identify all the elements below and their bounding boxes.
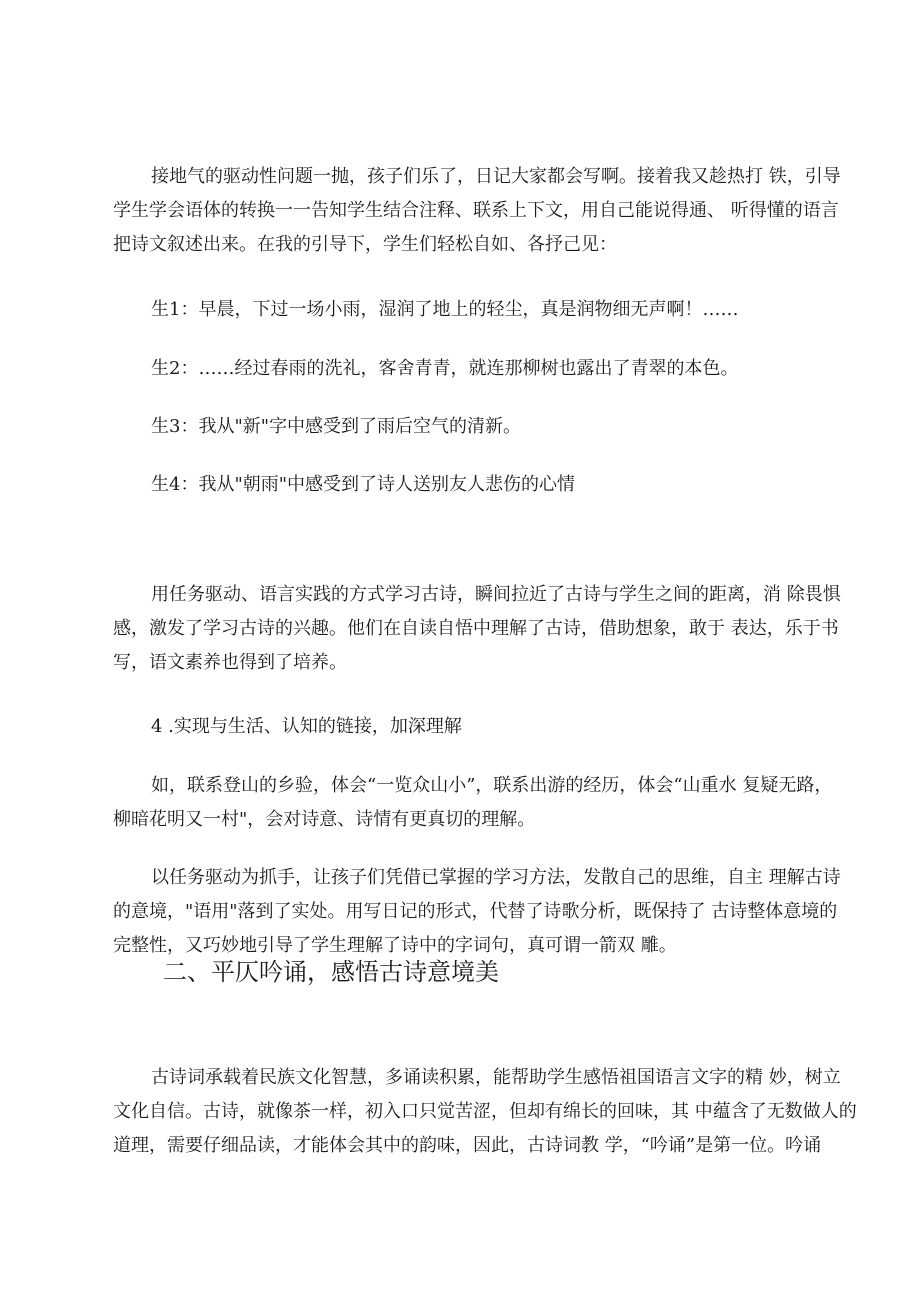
paragraph-line: 感，激发了学习古诗的兴趣。他们在自读自悟中理解了古诗，借助想象，敢于 表达，乐于书: [113, 618, 839, 639]
paragraph-example: [113, 769, 833, 837]
paragraph-line: 文化自信。古诗，就像茶一样，初入口只觉苦涩，但却有绵长的回味，其 中蕴含了无数做人的: [113, 1101, 857, 1122]
paragraph-line: 古诗词承载着民族文化智慧，多诵读积累，能帮助学生感悟祖国语言文字的精 妙，树立: [151, 1067, 841, 1088]
paragraph-line: 如，联系登山的乡验，体会“一览众山小”，联系出游的经历，体会“山重水 复疑无路，: [151, 775, 833, 796]
paragraph-line: 用任务驱动、语言实践的方式学习古诗，瞬间拉近了古诗与学生之间的距离，消 除畏惧: [151, 584, 841, 605]
paragraph-line: 写，语文素养也得到了培养。: [113, 652, 347, 673]
paragraph-line: 生2：……经过春雨的洗礼，客舍青青，就连那柳树也露出了青翠的本色。: [151, 358, 739, 379]
student-response-4: [113, 468, 813, 502]
paragraph-line: 接地气的驱动性问题一抛，孩子们乐了，日记大家都会写啊。接着我又趁热打 铁，引导: [151, 166, 841, 187]
paragraph-line: 4 .实现与生活、认知的链接，加深理解: [151, 716, 462, 737]
paragraph-1: [113, 160, 841, 262]
section-heading: 二、平仄吟诵，感悟古诗意境美: [163, 958, 499, 986]
paragraph-line: 柳暗花明又一村"，会对诗意、诗情有更真切的理解。: [113, 809, 536, 830]
paragraph-line: 以任务驱动为抓手，让孩子们凭借已掌握的学习方法，发散自己的思维，自主 理解古诗: [151, 867, 841, 888]
paragraph-line: 生1：早晨，下过一场小雨，湿润了地上的轻尘，真是润物细无声啊！……: [151, 299, 739, 320]
paragraph-line: 生4：我从"朝雨"中感受到了诗人送别友人悲伤的心情: [151, 474, 576, 495]
paragraph-recitation: [113, 1061, 857, 1163]
paragraph-line: 道理，需要仔细品读，才能体会其中的韵味，因此，古诗词教 学，“吟诵”是第一位。吟诵: [113, 1135, 822, 1156]
paragraph-line: 的意境，"语用"落到了实处。用写日记的形式，代替了诗歌分析，既保持了 古诗整体意境的: [113, 901, 838, 922]
section-item-4: [113, 710, 813, 744]
student-response-3: [113, 410, 813, 444]
paragraph-line: 把诗文叙述出来。在我的引导下，学生们轻松自如、各抒己见：: [113, 234, 617, 255]
paragraph-line: 生3：我从"新"字中感受到了雨后空气的清新。: [151, 416, 522, 437]
paragraph-line: 学生学会语体的转换一一告知学生结合注释、联系上下文，用自己能说得通、 听得懂的语言: [113, 200, 839, 221]
paragraph-line: 完整性，又巧妙地引导了学生理解了诗中的字词句，真可谓一箭双 雕。: [113, 935, 677, 956]
student-response-1: [113, 293, 813, 327]
paragraph-summary: [113, 861, 841, 963]
paragraph-task-driven: [113, 578, 841, 680]
student-response-2: [113, 352, 813, 386]
